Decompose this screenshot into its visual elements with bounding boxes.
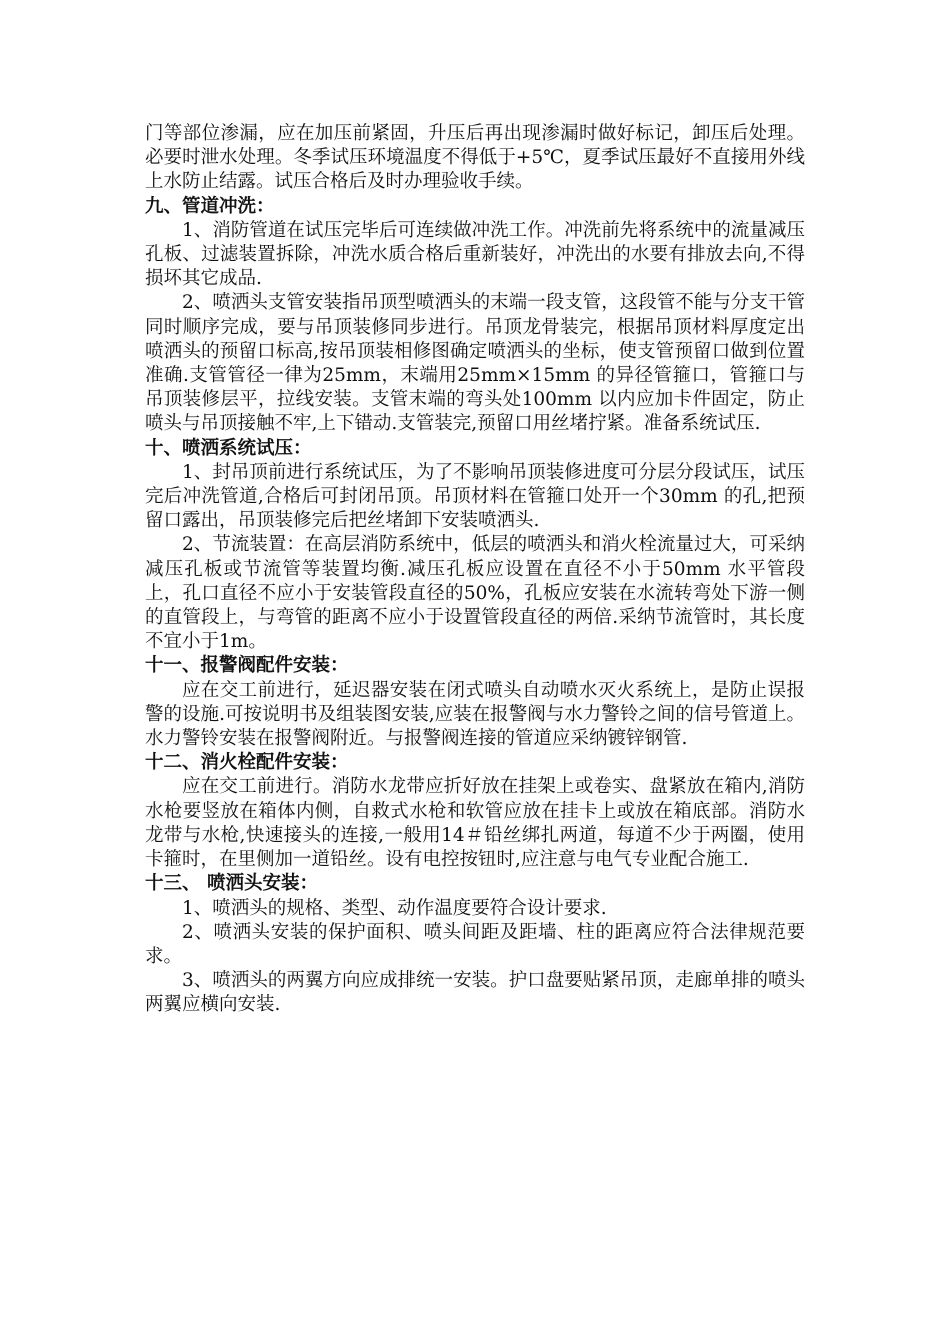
paragraph: 2、喷洒头安装的保护面积、喷头间距及距墙、柱的距离应符合法律规范要求。	[145, 921, 805, 967]
document-body	[145, 122, 805, 1018]
paragraph: 应在交工前进行，延迟器安装在闭式喷头自动喷水灭火系统上，是防止误报警的设施.可按说明书及组装图安装,应装在报警阀与水力警铃之间的信号管道上。水力警铃安装在报警阀附近。与报警阀连接的管道应采纳镀锌钢管.	[145, 679, 805, 750]
paragraph: 2、节流装置：在高层消防系统中，低层的喷洒头和消火栓流量过大，可采纳减压孔板或节流管等装置均衡.减压孔板应设置在直径不小于50mm 水平管段上，孔口直径不应小于安装管段直径的50%，孔板应安装在水流转弯处下游一侧的直管段上，与弯管的距离不应小于设置管段直径的两倍.采纳节流管时，其长度不宜小于1m。	[145, 534, 805, 653]
paragraph: 1、封吊顶前进行系统试压，为了不影响吊顶装修进度可分层分段试压，试压完后冲洗管道,合格后可封闭吊顶。吊顶材料在管箍口处开一个30mm 的孔,把预留口露出，吊顶装修完后把丝堵卸下安装喷洒头.	[145, 461, 805, 532]
paragraph: 2、喷洒头支管安装指吊顶型喷洒头的末端一段支管，这段管不能与分支干管同时顺序完成，要与吊顶装修同步进行。吊顶龙骨装完，根据吊顶材料厚度定出喷洒头的预留口标高,按吊顶装相修图确定喷洒头的坐标，使支管预留口做到位置准确.支管管径一律为25mm，末端用25mm×15mm 的异径管箍口，管箍口与吊顶装修层平，拉线安装。支管末端的弯头处100mm 以内应加卡件固定，防止喷头与吊顶接触不牢,上下错动.支管装完,预留口用丝堵拧紧。准备系统试压.	[145, 292, 805, 435]
paragraph: 3、喷洒头的两翼方向应成排统一安装。护口盘要贴紧吊顶，走廊单排的喷头两翼应横向安装.	[145, 970, 805, 1016]
paragraph: 1、喷洒头的规格、类型、动作温度要符合设计要求.	[182, 897, 607, 919]
section-heading-11: 十一、报警阀配件安装：	[145, 655, 349, 677]
section-heading-9: 九、管道冲洗：	[145, 195, 275, 217]
section-heading-10: 十、喷洒系统试压：	[145, 437, 312, 459]
section-heading-12: 十二、消火栓配件安装：	[145, 752, 349, 774]
continuation-paragraph: 门等部位渗漏，应在加压前紧固，升压后再出现渗漏时做好标记，卸压后处理。必要时泄水处理。冬季试压环境温度不得低于+5℃，夏季试压最好不直接用外线上水防止结露。试压合格后及时办理验收手续。	[145, 123, 805, 193]
paragraph: 应在交工前进行。消防水龙带应折好放在挂架上或卷实、盘紧放在箱内,消防水枪要竖放在箱体内侧，自救式水枪和软管应放在挂卡上或放在箱底部。消防水龙带与水枪,快速接头的连接,一般用14＃铅丝绑扎两道，每道不少于两圈，使用卡箍时，在里侧加一道铅丝。设有电控按钮时,应注意与电气专业配合施工.	[145, 776, 805, 871]
section-heading-13: 十三、 喷洒头安装：	[145, 873, 318, 895]
paragraph: 1、消防管道在试压完毕后可连续做冲洗工作。冲洗前先将系统中的流量减压孔板、过滤装置拆除，冲洗水质合格后重新装好，冲洗出的水要有排放去向,不得损坏其它成品.	[145, 219, 805, 290]
